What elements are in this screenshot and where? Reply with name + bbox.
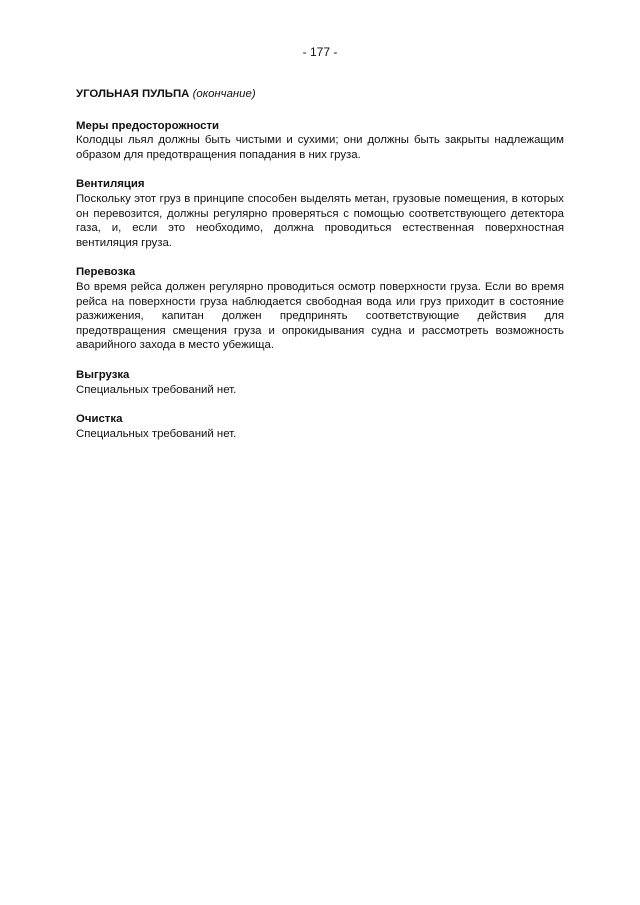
section-discharge	[76, 368, 564, 397]
section-heading: Меры предосторожности	[76, 119, 220, 132]
section-carriage	[76, 265, 564, 353]
section-body: Специальных требований нет.	[76, 383, 237, 396]
section-body: Колодцы льял должны быть чистыми и сухими; они должны быть закрыты надлежащим образом для предотвращения попадания в них груза.	[76, 134, 564, 161]
section-precautions	[76, 119, 564, 163]
section-clean-up	[76, 412, 564, 441]
section-body: Поскольку этот груз в принципе способен выделять метан, грузовые помещения, в которых он перевозится, должны регулярно проверяться с помощью соответствующего детектора газа, и, если это необходимо, должна проводиться естественная поверхностная вентиляция груза.	[76, 192, 564, 249]
section-ventilation	[76, 177, 564, 250]
document-body	[76, 87, 564, 456]
section-body: Во время рейса должен регулярно проводиться осмотр поверхности груза. Если во время рейса на поверхности груза наблюдается свободная вода или груз приходит в состояние разжижения, капитан должен предпринять соответствующие действия для предотвращения смещения груза и опрокидывания судна и рассмотреть возможность аварийного захода в место убежища.	[76, 280, 564, 352]
section-body: Специальных требований нет.	[76, 427, 237, 440]
page-number: - 177 -	[302, 45, 338, 59]
title-subtitle: (окончание)	[192, 88, 256, 100]
section-heading: Очистка	[76, 413, 123, 426]
document-title	[76, 87, 564, 102]
title-main: УГОЛЬНАЯ ПУЛЬПА	[76, 88, 190, 100]
section-heading: Вентиляция	[76, 178, 145, 191]
section-heading: Перевозка	[76, 266, 136, 279]
section-heading: Выгрузка	[76, 368, 130, 381]
